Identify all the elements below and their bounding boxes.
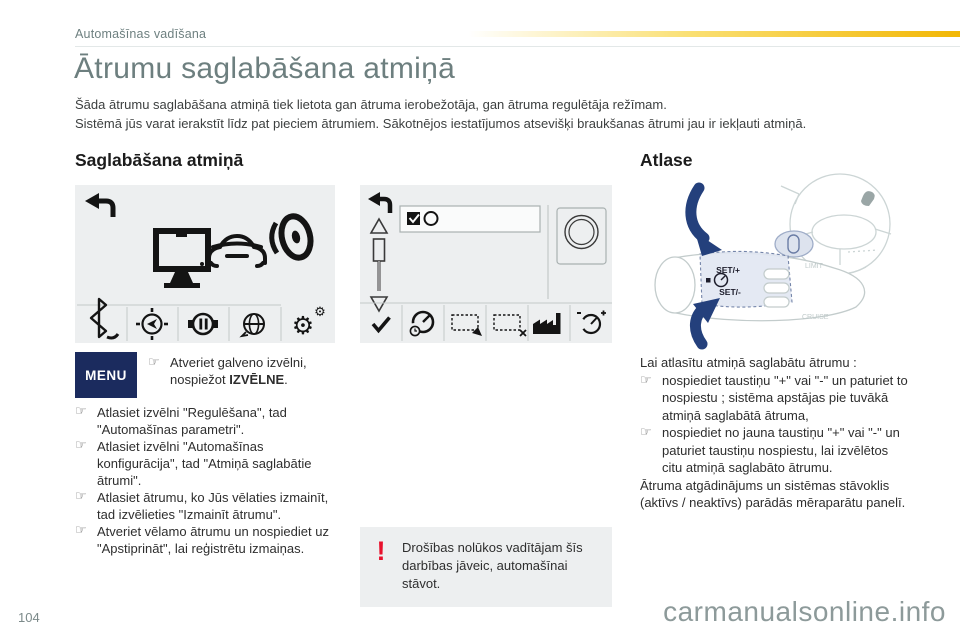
svg-text:⚙: ⚙ <box>314 305 326 320</box>
accent-gold-bar <box>468 31 960 37</box>
header-divider <box>75 46 960 47</box>
svg-text:⚙: ⚙ <box>291 311 315 340</box>
press-down-arrow <box>693 298 720 344</box>
watermark: carmanualsonline.info <box>663 596 946 627</box>
peugeot-logo-hint <box>861 191 875 206</box>
list-item <box>640 424 912 477</box>
breadcrumb: Automašīnas vadīšana <box>75 27 207 41</box>
step-text: nospiediet taustiņu "+" vai "-" un paturiet to nospiestu ; sistēma apstājas pie tuvākā atmiņā saglabātā ātruma, <box>662 372 908 423</box>
infotainment-speed-edit-screenshot <box>360 185 612 343</box>
step-text: Atlasiet ātrumu, ko Jūs vēlaties izmainīt, tad izvēlieties "Izmainīt ātrumu". <box>97 490 329 522</box>
selection-intro: Lai atlasītu atmiņā saglabātu ātrumu : <box>640 355 857 370</box>
menu-instruction-text: Atveriet galveno izvēlni, nospiežot IZVĒLNE. <box>170 355 307 387</box>
intro-paragraph <box>75 95 905 133</box>
list-item <box>75 404 347 438</box>
press-up-arrow <box>691 188 722 256</box>
step-text: nospiediet no jauna taustiņu "+" vai "-" un paturiet taustiņu nospiestu, lai izvēlētos citu atmiņā saglabāto ātrumu. <box>662 425 900 475</box>
pointer-finger-icon: ☞ <box>75 523 87 538</box>
memorise-steps-list <box>75 404 347 557</box>
limit-label: LIMIT <box>805 263 823 270</box>
infotainment-settings-screenshot <box>75 185 335 343</box>
pointer-finger-icon: ☞ <box>75 438 87 453</box>
stalk-end-button <box>775 231 813 257</box>
selection-instructions <box>640 354 912 512</box>
step-text: Atlasiet izvēlni "Regulēšana", tad "Automašīnas parametri". <box>97 405 287 437</box>
pointer-finger-icon: ☞ <box>148 355 160 370</box>
safety-warning-note <box>360 527 612 607</box>
pointer-finger-icon: ☞ <box>75 404 87 419</box>
intro-line-2: Sistēmā jūs varat ierakstīt līdz pat pieciem ātrumiem. Sākotnējos iestatījumos atsevišķi braukšanas ātrumi jau ir iekļauti atmiņā. <box>75 116 807 131</box>
step-text: Atlasiet izvēlni "Automašīnas konfigurācija", tad "Atmiņā saglabātie ātrumi". <box>97 439 312 488</box>
intro-line-1: Šāda ātrumu saglabāšana atmiņā tiek lietota gan ātruma ierobežotāja, gan ātruma regulētāja režīmam. <box>75 97 667 112</box>
warning-exclamation-icon: ! <box>376 536 386 566</box>
section-heading-memorise: Saglabāšana atmiņā <box>75 150 244 170</box>
section-heading-selection: Atlase <box>640 150 693 170</box>
pointer-finger-icon: ☞ <box>640 372 652 388</box>
speed-entry-field <box>400 206 540 232</box>
stalk-side-buttons <box>764 269 789 307</box>
page-title: Ātrumu saglabāšana atmiņā <box>74 52 456 85</box>
steering-stalk-illustration <box>642 172 906 350</box>
menu-instruction <box>148 354 348 388</box>
pointer-finger-icon: ☞ <box>75 489 87 504</box>
list-item <box>75 438 347 489</box>
set-minus-label: SET/- <box>719 287 741 297</box>
cruise-label: CRUISE <box>802 314 829 321</box>
warning-text: Drošības nolūkos vadītājam šīs darbības jāveic, automašīnai stāvot. <box>402 540 583 591</box>
set-plus-label: SET/+ <box>716 265 740 275</box>
selection-outro: Ātruma atgādinājums un sistēmas stāvoklis (aktīvs / neaktīvs) parādās mēraparātu panelī. <box>640 477 906 510</box>
step-text: Atveriet vēlamo ātrumu un nospiediet uz "Apstiprināt", lai reģistrētu izmaiņas. <box>97 524 329 556</box>
list-item <box>640 372 912 425</box>
pointer-finger-icon: ☞ <box>640 425 652 440</box>
menu-hard-button: MENU <box>75 352 137 398</box>
page-number: 104 <box>18 610 40 625</box>
list-item <box>75 523 347 557</box>
list-item <box>75 489 347 523</box>
